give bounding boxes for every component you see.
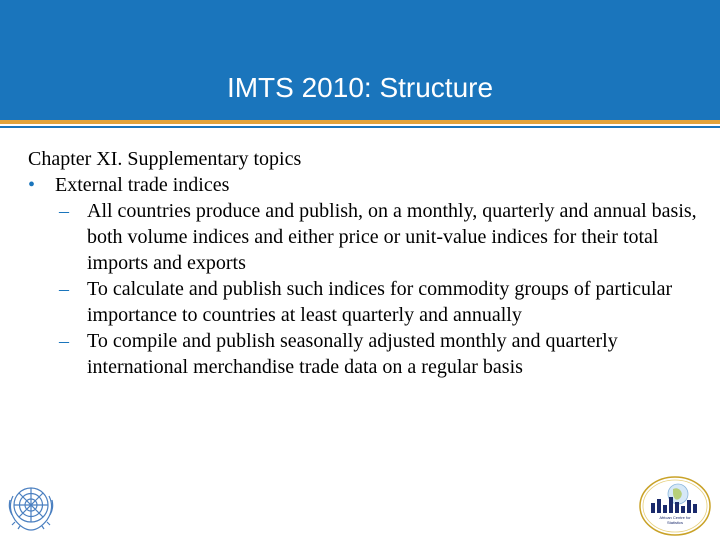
- sub-item-1: [28, 198, 703, 276]
- sub-item-text: All countries produce and publish, on a monthly, quarterly and annual basis, both volume indices and either price or unit-value indices for their total imports and exports: [87, 200, 697, 274]
- afristat-caption: [638, 515, 712, 525]
- bullet-mark: •: [28, 174, 36, 196]
- afristat-caption-line1: African Centre for: [659, 515, 691, 520]
- sub-item-text: To compile and publish seasonally adjusted monthly and quarterly international merchandise trade data on a regular basis: [87, 330, 618, 378]
- afristat-emblem-icon: [638, 475, 712, 537]
- bullet-text: External trade indices: [55, 174, 230, 196]
- blue-divider: [0, 126, 720, 128]
- title-bar: [0, 0, 720, 120]
- sub-item-3: [28, 328, 703, 380]
- chapter-heading: Chapter XI. Supplementary topics: [28, 148, 302, 170]
- afristat-logo: [638, 475, 712, 537]
- dash-mark: –: [59, 278, 69, 300]
- sub-item-text: To calculate and publish such indices for commodity groups of particular importance to countries at least quarterly and annually: [87, 278, 673, 326]
- slide-body: [28, 146, 703, 380]
- dash-mark: –: [59, 330, 69, 352]
- dash-mark: –: [59, 200, 69, 222]
- slide-title: IMTS 2010: Structure: [226, 72, 494, 103]
- sub-item-2: [28, 276, 703, 328]
- gold-divider: [0, 120, 720, 124]
- bullet-item: [28, 172, 703, 198]
- un-emblem-icon: [3, 478, 59, 534]
- afristat-caption-line2: Statistics: [666, 520, 683, 525]
